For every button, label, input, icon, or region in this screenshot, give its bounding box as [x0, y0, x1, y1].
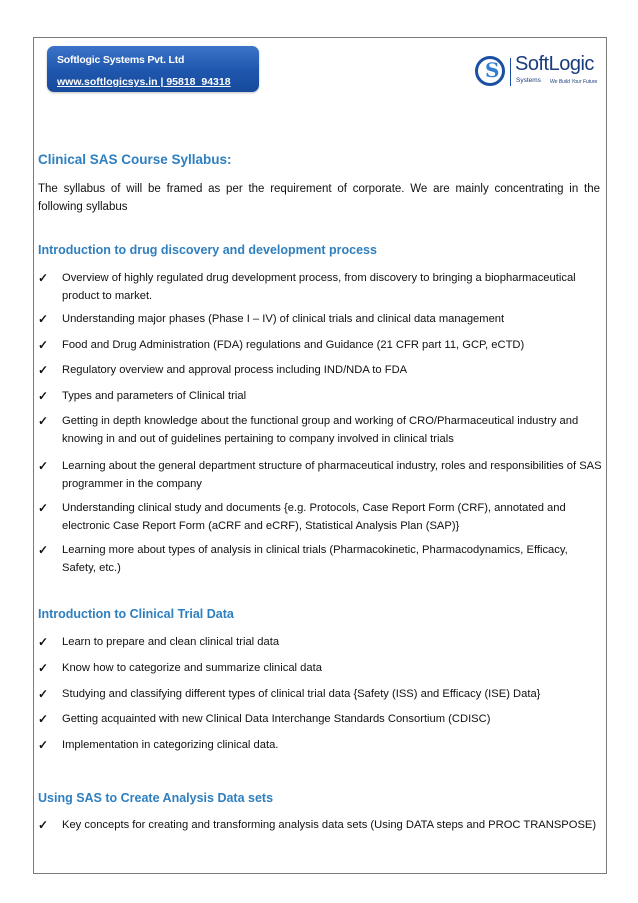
list-item	[38, 388, 604, 406]
softlogic-logo	[475, 53, 605, 96]
checkmark-icon: ✓	[38, 635, 49, 649]
checkmark-icon: ✓	[38, 543, 49, 557]
checkmark-icon: ✓	[38, 712, 49, 726]
company-banner	[47, 46, 259, 92]
list-item-text: Studying and classifying different types of clinical trial data {Safety (ISS) and Efficacy (ISE) Data}	[62, 688, 541, 700]
list-item	[38, 270, 604, 305]
list-item-text: Know how to categorize and summarize clinical data	[62, 662, 322, 674]
checkmark-icon: ✓	[38, 363, 49, 377]
list-item-text: Getting in depth knowledge about the functional group and working of CRO/Pharmaceutical industry and knowing in and out of guidelines pertaining to company involved in clinical trials	[62, 415, 579, 445]
list-item-text: Implementation in categorizing clinical data.	[62, 739, 279, 751]
list-item-text: Food and Drug Administration (FDA) regulations and Guidance (21 CFR part 11, GCP, eCTD)	[62, 339, 525, 351]
checkmark-icon: ✓	[38, 661, 49, 675]
logo-name: SoftLogic	[515, 53, 594, 75]
checkmark-icon: ✓	[38, 738, 49, 752]
logo-s-icon	[475, 56, 505, 86]
logo-divider	[510, 58, 511, 86]
list-item-text: Understanding clinical study and documents {e.g. Protocols, Case Report Form (CRF), annotated and electronic Case Report Form (aCRF and eCRF), Statistical Analysis Plan (SAP)}	[62, 502, 566, 532]
checkmark-icon: ✓	[38, 271, 49, 285]
section-heading: Introduction to drug discovery and development process	[38, 243, 377, 257]
checkmark-icon: ✓	[38, 818, 49, 832]
checkmark-icon: ✓	[38, 312, 49, 326]
list-item-text: Types and parameters of Clinical trial	[62, 390, 247, 402]
company-name: Softlogic Systems Pvt. Ltd	[57, 54, 185, 66]
list-item-text: Learn to prepare and clean clinical trial data	[62, 636, 280, 648]
list-item-text: Regulatory overview and approval process including IND/NDA to FDA	[62, 364, 408, 376]
section-heading: Introduction to Clinical Trial Data	[38, 607, 234, 621]
list-item	[38, 311, 604, 329]
list-item-text: Learning about the general department structure of pharmaceutical industry, roles and responsibilities of SAS programmer in the company	[62, 460, 602, 490]
list-item	[38, 337, 604, 355]
checkmark-icon: ✓	[38, 459, 49, 473]
intro-paragraph: The syllabus of will be framed as per the requirement of corporate. We are mainly concentrating in the following syllabus	[38, 183, 600, 213]
checkmark-icon: ✓	[38, 414, 49, 428]
list-item	[38, 817, 604, 835]
list-item-text: Key concepts for creating and transforming analysis data sets (Using DATA steps and PROC TRANSPOSE)	[62, 819, 597, 831]
checkmark-icon: ✓	[38, 501, 49, 515]
list-item	[38, 634, 604, 652]
section-heading: Using SAS to Create Analysis Data sets	[38, 791, 274, 805]
list-item	[38, 500, 604, 535]
logo-mark-letter: S	[485, 58, 500, 82]
list-item-text: Overview of highly regulated drug development process, from discovery to bringing a biopharmaceutical product to market.	[62, 272, 576, 302]
list-item	[38, 660, 604, 678]
list-item	[38, 737, 604, 755]
checkmark-icon: ✓	[38, 687, 49, 701]
list-item-text: Getting acquainted with new Clinical Data Interchange Standards Consortium (CDISC)	[62, 713, 491, 725]
company-contact[interactable]: www.softlogicsys.in | 95818_94318	[57, 76, 231, 88]
checkmark-icon: ✓	[38, 338, 49, 352]
list-item	[38, 711, 604, 729]
list-item-text: Understanding major phases (Phase I – IV) of clinical trials and clinical data management	[62, 313, 505, 325]
list-item	[38, 458, 604, 493]
page-title: Clinical SAS Course Syllabus:	[38, 152, 232, 167]
list-item-text: Learning more about types of analysis in clinical trials (Pharmacokinetic, Pharmacodynamics, Efficacy, Safety, etc.)	[62, 544, 568, 574]
checkmark-icon: ✓	[38, 389, 49, 403]
list-item	[38, 413, 604, 448]
list-item	[38, 686, 604, 704]
list-item	[38, 542, 604, 577]
list-item	[38, 362, 604, 380]
logo-tagline: We Build Your Future	[550, 79, 598, 85]
logo-sub: Systems	[516, 77, 541, 84]
